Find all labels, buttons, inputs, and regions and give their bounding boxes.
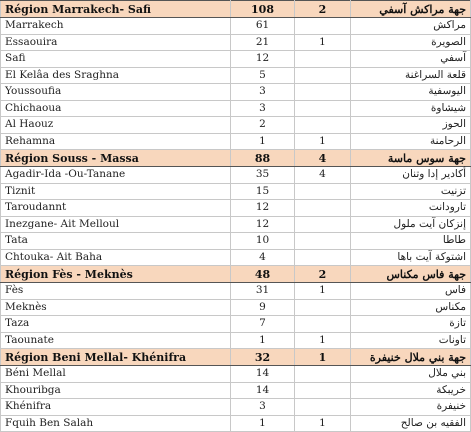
province-second-count: 1: [295, 332, 351, 349]
region-second-count: 1: [295, 349, 351, 366]
province-second-count: 1: [295, 415, 351, 432]
province-name: Al Haouz: [1, 117, 231, 134]
province-second-count: 1: [295, 34, 351, 51]
region-name: Région Marrakech- Safi: [1, 1, 231, 18]
province-second-count: 4: [295, 167, 351, 184]
province-second-count: [295, 382, 351, 399]
province-second-count: [295, 117, 351, 134]
province-name-arabic: الرحامنة: [351, 133, 471, 150]
province-second-count: [295, 299, 351, 316]
province-count: 1: [231, 332, 295, 349]
province-second-count: [295, 183, 351, 200]
province-second-count: [295, 366, 351, 383]
province-row: [1, 51, 471, 68]
region-header-row: [1, 266, 471, 283]
province-count: 3: [231, 100, 295, 117]
province-second-count: [295, 84, 351, 101]
province-count: 5: [231, 67, 295, 84]
province-second-count: [295, 233, 351, 250]
province-name: Taounate: [1, 332, 231, 349]
province-name-arabic: الحوز: [351, 117, 471, 134]
province-row: [1, 382, 471, 399]
region-second-count: 4: [295, 150, 351, 167]
region-second-count: 2: [295, 266, 351, 283]
province-row: [1, 84, 471, 101]
province-name: Essaouira: [1, 34, 231, 51]
province-name: Agadir-Ida -Ou-Tanane: [1, 167, 231, 184]
province-name: Béni Mellal: [1, 366, 231, 383]
province-row: [1, 67, 471, 84]
province-row: [1, 415, 471, 432]
province-row: [1, 167, 471, 184]
province-row: [1, 332, 471, 349]
province-name-arabic: تاونات: [351, 332, 471, 349]
province-row: [1, 133, 471, 150]
province-name-arabic: اليوسفية: [351, 84, 471, 101]
table-body: [1, 1, 471, 432]
province-name: Khénifra: [1, 399, 231, 416]
province-row: [1, 216, 471, 233]
region-name: Région Beni Mellal- Khénifra: [1, 349, 231, 366]
region-name: Région Souss - Massa: [1, 150, 231, 167]
province-name: Chtouka- Ait Baha: [1, 249, 231, 266]
province-name: El Kelâa des Sraghna: [1, 67, 231, 84]
province-second-count: 1: [295, 283, 351, 300]
province-name: Chichaoua: [1, 100, 231, 117]
province-second-count: [295, 316, 351, 333]
province-count: 10: [231, 233, 295, 250]
province-second-count: [295, 18, 351, 35]
region-second-count: 2: [295, 1, 351, 18]
region-name-arabic: جهة مراكش آسفي: [351, 1, 471, 18]
province-name: Taroudannt: [1, 200, 231, 217]
province-name-arabic: قلعة السراغنة: [351, 67, 471, 84]
province-count: 1: [231, 133, 295, 150]
province-count: 21: [231, 34, 295, 51]
province-name: Safi: [1, 51, 231, 68]
province-count: 35: [231, 167, 295, 184]
province-second-count: [295, 100, 351, 117]
province-name-arabic: فاس: [351, 283, 471, 300]
province-row: [1, 34, 471, 51]
province-count: 31: [231, 283, 295, 300]
region-header-row: [1, 1, 471, 18]
province-row: [1, 283, 471, 300]
province-name-arabic: الفقيه بن صالح: [351, 415, 471, 432]
province-name-arabic: تزنيت: [351, 183, 471, 200]
province-count: 61: [231, 18, 295, 35]
province-count: 12: [231, 200, 295, 217]
province-second-count: [295, 249, 351, 266]
province-name: Inezgane- Ait Melloul: [1, 216, 231, 233]
region-name: Région Fès - Meknès: [1, 266, 231, 283]
region-name-arabic: جهة بني ملال خنيفرة: [351, 349, 471, 366]
province-name-arabic: آسفي: [351, 51, 471, 68]
province-name: Tiznit: [1, 183, 231, 200]
province-row: [1, 249, 471, 266]
region-name-arabic: جهة فاس مكناس: [351, 266, 471, 283]
province-count: 4: [231, 249, 295, 266]
province-name-arabic: مكناس: [351, 299, 471, 316]
province-row: [1, 100, 471, 117]
province-second-count: 1: [295, 133, 351, 150]
province-count: 14: [231, 382, 295, 399]
province-name-arabic: تازة: [351, 316, 471, 333]
province-count: 15: [231, 183, 295, 200]
province-name-arabic: مراكش: [351, 18, 471, 35]
province-count: 12: [231, 51, 295, 68]
province-second-count: [295, 200, 351, 217]
province-count: 9: [231, 299, 295, 316]
province-name: Meknès: [1, 299, 231, 316]
province-count: 1: [231, 415, 295, 432]
province-name: Tata: [1, 233, 231, 250]
province-row: [1, 366, 471, 383]
province-row: [1, 200, 471, 217]
province-count: 14: [231, 366, 295, 383]
province-name: Youssoufia: [1, 84, 231, 101]
province-row: [1, 183, 471, 200]
province-count: 3: [231, 84, 295, 101]
province-row: [1, 233, 471, 250]
province-name-arabic: إنزكان آيت ملول: [351, 216, 471, 233]
province-count: 2: [231, 117, 295, 134]
region-name-arabic: جهة سوس ماسة: [351, 150, 471, 167]
province-name: Fès: [1, 283, 231, 300]
province-name-arabic: اشتوكة آيت باها: [351, 249, 471, 266]
province-name-arabic: شيشاوة: [351, 100, 471, 117]
province-second-count: [295, 216, 351, 233]
province-name: Marrakech: [1, 18, 231, 35]
province-name-arabic: خنيفرة: [351, 399, 471, 416]
province-second-count: [295, 399, 351, 416]
province-name-arabic: خريبكة: [351, 382, 471, 399]
province-name: Taza: [1, 316, 231, 333]
province-row: [1, 117, 471, 134]
region-header-row: [1, 349, 471, 366]
province-second-count: [295, 51, 351, 68]
province-name-arabic: الصويرة: [351, 34, 471, 51]
province-row: [1, 316, 471, 333]
province-second-count: [295, 67, 351, 84]
region-count: 48: [231, 266, 295, 283]
province-name: Fquih Ben Salah: [1, 415, 231, 432]
region-header-row: [1, 150, 471, 167]
province-row: [1, 399, 471, 416]
province-count: 12: [231, 216, 295, 233]
province-name: Khouribga: [1, 382, 231, 399]
province-name-arabic: طاطا: [351, 233, 471, 250]
province-name-arabic: تارودانت: [351, 200, 471, 217]
province-name-arabic: بني ملال: [351, 366, 471, 383]
province-row: [1, 18, 471, 35]
province-name-arabic: أكادير إدا وتنان: [351, 167, 471, 184]
region-count: 32: [231, 349, 295, 366]
region-count: 108: [231, 1, 295, 18]
region-count: 88: [231, 150, 295, 167]
province-count: 7: [231, 316, 295, 333]
province-count: 3: [231, 399, 295, 416]
province-row: [1, 299, 471, 316]
province-name: Rehamna: [1, 133, 231, 150]
